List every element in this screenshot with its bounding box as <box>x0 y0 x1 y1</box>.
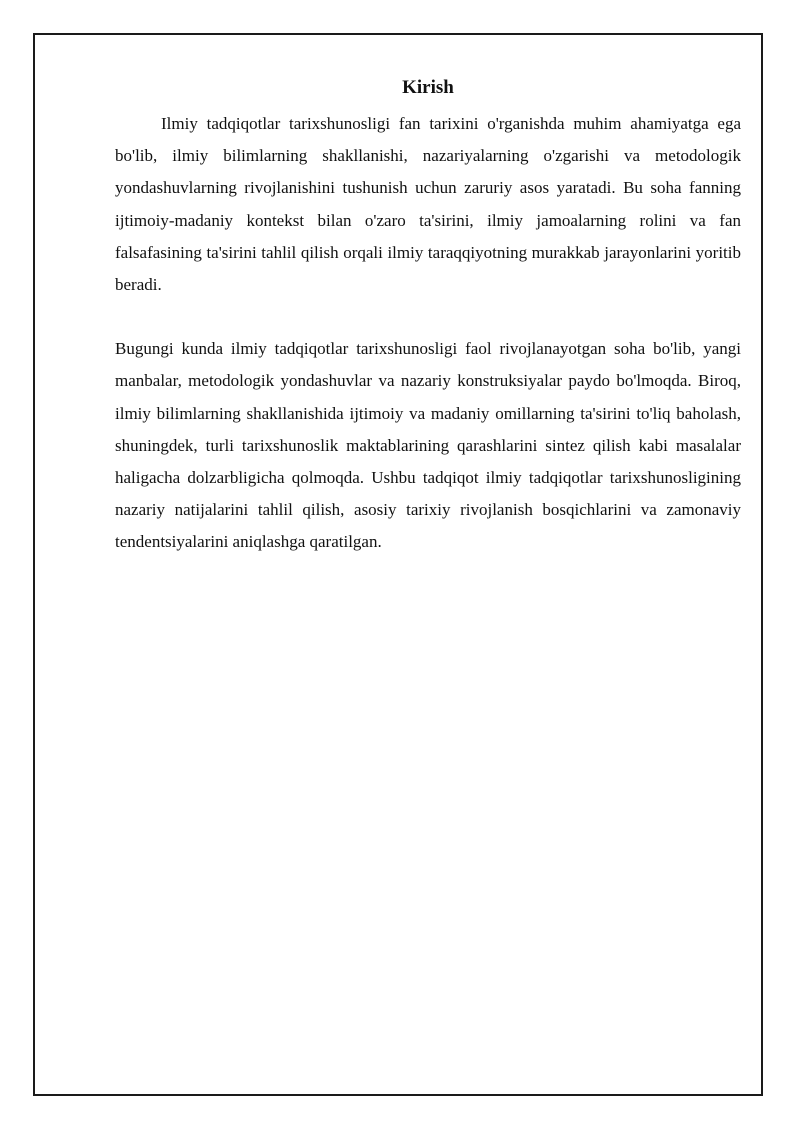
section-title: Kirish <box>402 77 454 98</box>
paragraph-2: Bugungi kunda ilmiy tadqiqotlar tarixshunosligi faol rivojlanayotgan soha bo'lib, yangi manbalar, metodologik yondashuvlar va nazariy konstruksiyalar paydo bo'lmoqda. Biroq, ilmiy bilimlarning shakllanishida ijtimoiy va madaniy omillarning ta'sirini to'liq baholash, shuningdek, turli tarixshunoslik maktablarining qarashlarini sintez qilish kabi masalalar haligacha dolzarbligicha qolmoqda. Ushbu tadqiqot ilmiy tadqiqotlar tarixshunosligining nazariy natijalarini tahlil qilish, asosiy tarixiy rivojlanish bosqichlarini va zamonaviy tendentsiyalarini aniqlashga qaratilgan. <box>115 339 741 552</box>
paragraph-1: Ilmiy tadqiqotlar tarixshunosligi fan tarixini o'rganishda muhim ahamiyatga ega bo'lib, ilmiy bilimlarning shakllanishi, nazariyalarning o'zgarishi va metodologik yondashuvlarning rivojlanishini tushunish uchun zaruriy asos yaratadi. Bu soha fanning ijtimoiy-madaniy kontekst bilan o'zaro ta'sirini, ilmiy jamoalarning rolini va fan falsafasining ta'sirini tahlil qilish orqali ilmiy taraqqiyotning murakkab jarayonlarini yoritib beradi. <box>115 114 741 295</box>
document-body <box>115 76 741 559</box>
